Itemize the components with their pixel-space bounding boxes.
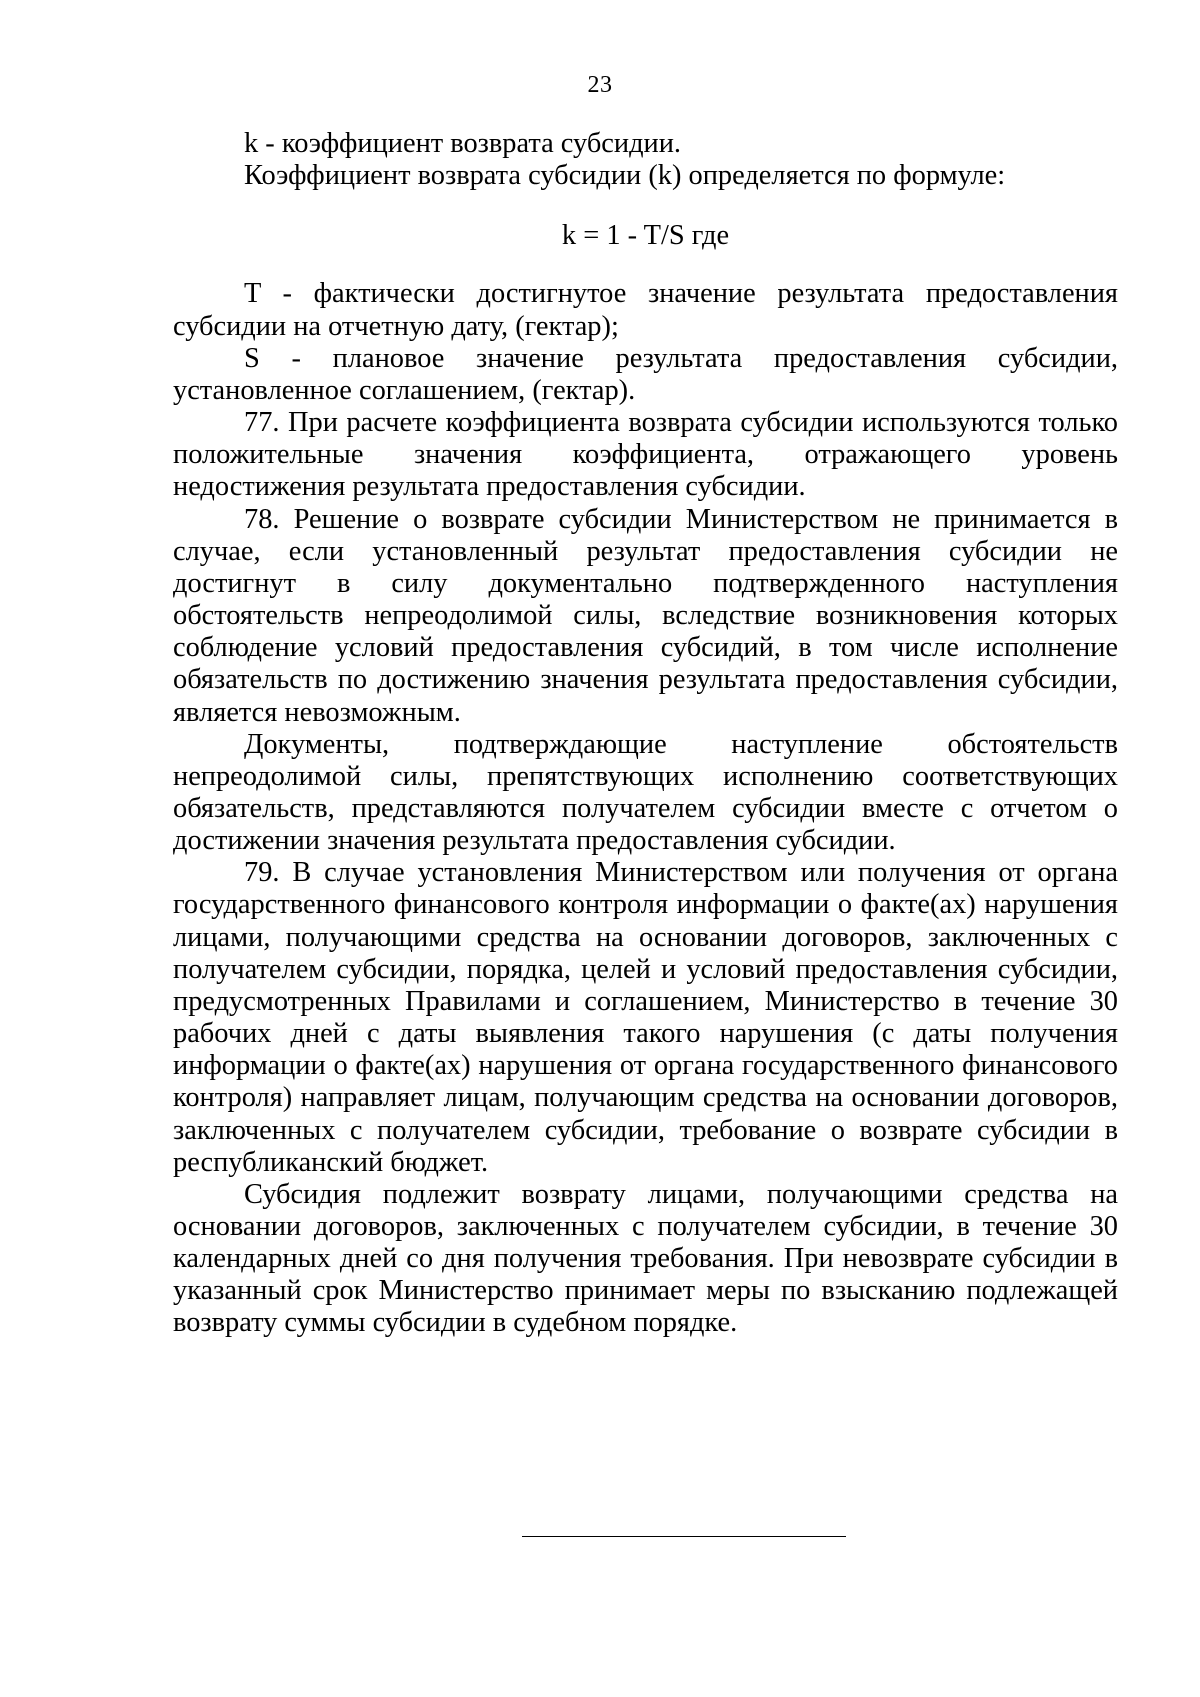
paragraph-k-formula-intro: Коэффициент возврата субсидии (k) определяется по формуле: <box>244 160 1006 192</box>
page-number: 23 <box>587 72 613 98</box>
document-body <box>173 128 1118 1340</box>
paragraph-78: 78. Решение о возврате субсидии Министерством не принимается в случае, если установленный результат предоставления субсидии не достигнут в силу документально подтвержденного наступления обстоятельств непреодолимой силы, вследствие возникновения которых соблюдение условий предоставления субсидий, в том числе исполнение обязательств по достижению значения результата предоставления субсидии, является невозможным. <box>173 503 1118 728</box>
paragraph-s-definition: S - плановое значение результата предоставления субсидии, установленное соглашением, (гектар). <box>173 342 1118 406</box>
paragraph-77: 77. При расчете коэффициента возврата субсидии используются только положительные значения коэффициента, отражающего уровень недостижения результата предоставления субсидии. <box>173 407 1118 503</box>
paragraph-subsidy-return: Субсидия подлежит возврату лицами, получающими средства на основании договоров, заключенных с получателем субсидии, в течение 30 календарных дней со дня получения требования. При невозврате субсидии в указанный срок Министерство принимает меры по взысканию подлежащей возврату суммы субсидии в судебном порядке. <box>173 1178 1118 1339</box>
paragraph-documents: Документы, подтверждающие наступление обстоятельств непреодолимой силы, препятствующих исполнению соответствующих обязательств, представляются получателем субсидии вместе с отчетом о достижении значения результата предоставления субсидии. <box>173 728 1118 857</box>
paragraph-79: 79. В случае установления Министерством или получения от органа государственного финансового контроля информации о факте(ах) нарушения лицами, получающими средства на основании договоров, заключенных с получателем субсидии, порядка, целей и условий предоставления субсидии, предусмотренных Правилами и соглашением, Министерство в течение 30 рабочих дней с даты выявления такого нарушения (с даты получения информации о факте(ах) нарушения от органа государственного финансового контроля) направляет лицам, получающим средства на основании договоров, заключенных с получателем субсидии, требование о возврате субсидии в республиканский бюджет. <box>173 857 1118 1178</box>
formula: k = 1 - T/S где <box>561 220 730 252</box>
end-divider-line <box>522 1536 846 1537</box>
paragraph-k-definition: k - коэффициент возврата субсидии. <box>244 128 682 159</box>
paragraph-t-definition: T - фактически достигнутое значение результата предоставления субсидии на отчетную дату, (гектар); <box>173 278 1118 342</box>
